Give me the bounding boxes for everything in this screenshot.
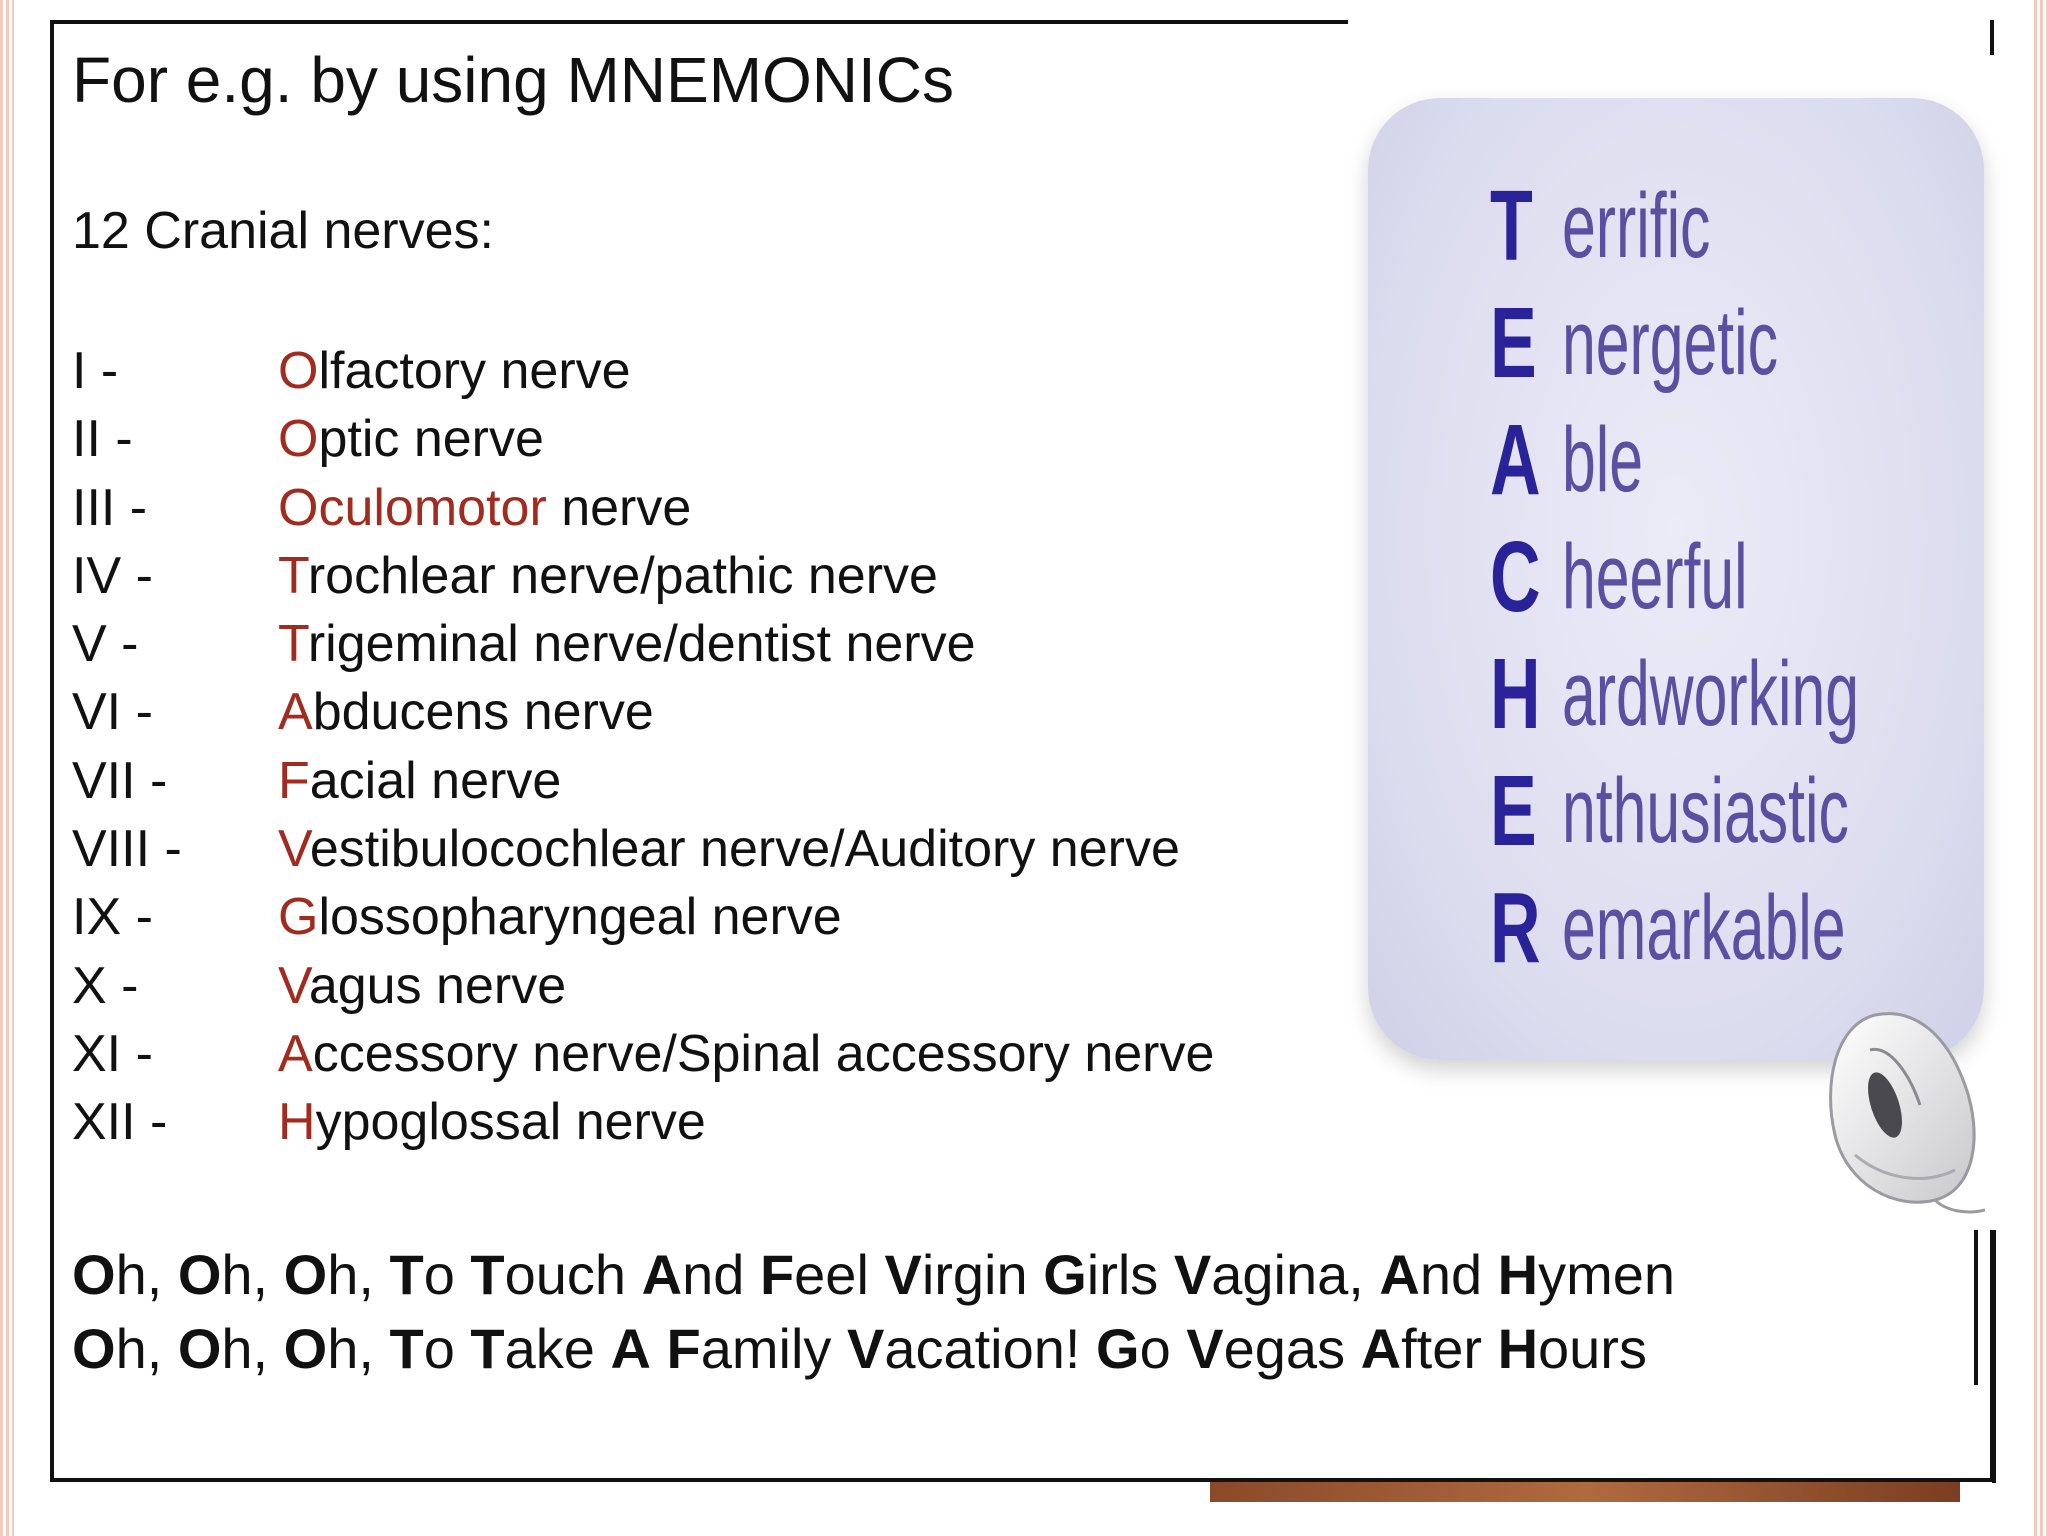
nerve-numeral: IV - <box>72 546 153 605</box>
nerve-numeral: VII - <box>72 751 168 810</box>
mnemonic-initial: T <box>389 1317 424 1380</box>
nerve-name: lossopharyngeal nerve <box>318 888 842 947</box>
nerve-numeral: XI - <box>72 1024 153 1083</box>
nerve-name: agus nerve <box>308 956 567 1015</box>
acrostic-row <box>1490 519 2012 636</box>
nerve-row <box>72 747 1214 815</box>
nerve-initial: H <box>278 1093 316 1152</box>
mnemonic-initial: V <box>1186 1317 1224 1380</box>
nerve-initial: F <box>278 751 310 810</box>
mnemonic-word: h, <box>221 1317 284 1380</box>
mnemonic-word: h, <box>115 1317 178 1380</box>
nerve-row <box>72 678 1214 746</box>
nerve-initial: Oculomotor <box>278 478 547 537</box>
nerve-row <box>72 952 1214 1020</box>
mnemonic-initial: G <box>1096 1317 1140 1380</box>
nerve-row <box>72 542 1214 610</box>
acrostic-word: emarkable <box>1562 877 1846 979</box>
mnemonic-initial: A <box>610 1317 651 1380</box>
slide-frame-inner-line <box>1974 1230 1978 1385</box>
nerve-row <box>72 815 1214 883</box>
acrostic-letter: E <box>1490 287 1537 399</box>
nerve-name: ptic nerve <box>318 410 544 469</box>
mnemonic-word: ymen <box>1538 1243 1676 1306</box>
mnemonic-initial: F <box>759 1243 795 1306</box>
mnemonic-initial: A <box>1379 1243 1420 1306</box>
computer-mouse-icon <box>1815 1005 1985 1220</box>
mnemonic-word: h, <box>115 1243 178 1306</box>
nerve-name: nerve <box>546 478 692 537</box>
nerve-numeral: III - <box>72 478 148 537</box>
nerve-row <box>72 1088 1214 1156</box>
mnemonic-word: agina, <box>1211 1243 1380 1306</box>
acrostic-letter: C <box>1490 521 1541 633</box>
mnemonic-word: h, <box>327 1243 390 1306</box>
nerve-name: ccessory nerve/Spinal accessory nerve <box>312 1024 1215 1083</box>
nerve-initial: O <box>278 342 319 400</box>
acrostic-row <box>1490 285 2012 402</box>
mnemonic-initial: V <box>884 1243 922 1306</box>
mnemonic-line-1 <box>72 1238 1675 1312</box>
nerve-name: acial nerve <box>309 751 562 810</box>
acrostic-word: nergetic <box>1562 292 1779 394</box>
acrostic-letter: T <box>1490 170 1533 282</box>
mnemonic-word: acation! <box>884 1317 1097 1380</box>
nerve-row <box>72 610 1214 678</box>
slide-title: For e.g. by using MNEMONICs <box>72 44 954 116</box>
acrostic-letter: E <box>1490 755 1537 867</box>
nerve-row <box>72 1020 1214 1088</box>
mnemonic-initial: O <box>72 1243 116 1306</box>
right-decorative-stripe <box>2034 0 2048 1536</box>
acrostic-letter: R <box>1490 872 1541 984</box>
mnemonic-initial: O <box>283 1243 328 1306</box>
left-decorative-stripe <box>0 0 14 1536</box>
mnemonic-sentences <box>72 1238 1675 1386</box>
nerve-name: bducens nerve <box>312 683 654 742</box>
nerve-numeral: X - <box>72 956 139 1015</box>
mnemonic-word: o <box>1139 1317 1187 1380</box>
nerve-numeral: XII - <box>72 1093 168 1152</box>
acrostic-word: nthusiastic <box>1562 760 1849 862</box>
mnemonic-word: h, <box>327 1317 390 1380</box>
mnemonic-word: o <box>423 1243 471 1306</box>
acrostic-row <box>1490 870 2012 987</box>
nerve-row <box>72 337 1214 405</box>
nerve-initial: T <box>278 615 308 674</box>
mnemonic-initial: T <box>470 1243 505 1306</box>
nerve-numeral: IX - <box>72 888 153 947</box>
mnemonic-initial: V <box>846 1317 885 1380</box>
mnemonic-initial: A <box>1360 1317 1402 1380</box>
nerve-initial: A <box>278 1024 313 1083</box>
acrostic-letter: H <box>1490 638 1541 750</box>
nerve-numeral: VI - <box>72 683 153 742</box>
wood-strip-decoration <box>1210 1482 1960 1502</box>
mnemonic-word: amily <box>700 1317 847 1380</box>
mnemonic-initial: G <box>1043 1243 1087 1306</box>
slide-frame-top-line <box>50 20 1348 24</box>
mnemonic-initial: H <box>1497 1317 1539 1380</box>
slide-subtitle: 12 Cranial nerves: <box>72 202 494 260</box>
nerve-name: ypoglossal nerve <box>315 1093 706 1152</box>
acrostic-word: ble <box>1562 409 1644 511</box>
nerve-initial: V <box>278 956 309 1015</box>
mnemonic-initial: V <box>1173 1243 1212 1306</box>
mnemonic-initial: T <box>389 1243 424 1306</box>
acrostic-letter: A <box>1490 404 1541 516</box>
mnemonic-initial: T <box>470 1317 505 1380</box>
nerve-numeral: I - <box>72 342 119 400</box>
mnemonic-word: nd <box>682 1243 760 1306</box>
acrostic-row <box>1490 402 2012 519</box>
nerve-row <box>72 883 1214 951</box>
mnemonic-word: ouch <box>504 1243 642 1306</box>
mnemonic-initial: O <box>72 1317 116 1380</box>
nerve-initial: A <box>278 683 313 742</box>
nerve-numeral: VIII - <box>72 820 182 879</box>
nerve-numeral: II - <box>72 410 133 469</box>
mnemonic-word: ours <box>1538 1317 1647 1380</box>
mnemonic-initial: A <box>641 1243 683 1306</box>
acrostic-word: ardworking <box>1562 643 1859 745</box>
acrostic-word: heerful <box>1562 526 1748 628</box>
nerve-initial: O <box>278 410 319 469</box>
mnemonic-word: fter <box>1401 1317 1498 1380</box>
mnemonic-initial: H <box>1497 1243 1539 1306</box>
nerve-name: estibulocochlear nerve/Auditory nerve <box>309 820 1180 879</box>
mnemonic-initial: O <box>283 1317 328 1380</box>
mnemonic-initial: F <box>666 1317 701 1380</box>
mnemonic-word: nd <box>1419 1243 1498 1306</box>
nerve-name: lfactory nerve <box>318 342 631 400</box>
nerve-numeral: V - <box>72 615 139 674</box>
acrostic-row <box>1490 753 2012 870</box>
nerve-row <box>72 405 1214 473</box>
cranial-nerve-list <box>72 337 1214 1157</box>
acrostic-row <box>1490 168 2012 285</box>
acrostic-row <box>1490 636 2012 753</box>
mnemonic-initial: O <box>177 1243 222 1306</box>
mnemonic-word: irls <box>1086 1243 1174 1306</box>
nerve-initial: T <box>278 546 308 605</box>
mnemonic-word: egas <box>1223 1317 1361 1380</box>
nerve-name: rigeminal nerve/dentist nerve <box>307 615 976 674</box>
mnemonic-word: eel <box>794 1243 885 1306</box>
nerve-initial: G <box>278 888 319 947</box>
mnemonic-line-2 <box>72 1312 1675 1386</box>
mnemonic-word <box>651 1317 667 1380</box>
mnemonic-word: ake <box>504 1317 611 1380</box>
mnemonic-word: irgin <box>921 1243 1044 1306</box>
mnemonic-initial: O <box>177 1317 222 1380</box>
mnemonic-word: h, <box>221 1243 284 1306</box>
nerve-initial: V <box>278 820 310 879</box>
mnemonic-word: o <box>423 1317 471 1380</box>
nerve-row <box>72 474 1214 542</box>
teacher-acrostic <box>1490 168 2012 987</box>
nerve-name: rochlear nerve/pathic nerve <box>307 546 938 605</box>
acrostic-word: errific <box>1562 175 1711 277</box>
